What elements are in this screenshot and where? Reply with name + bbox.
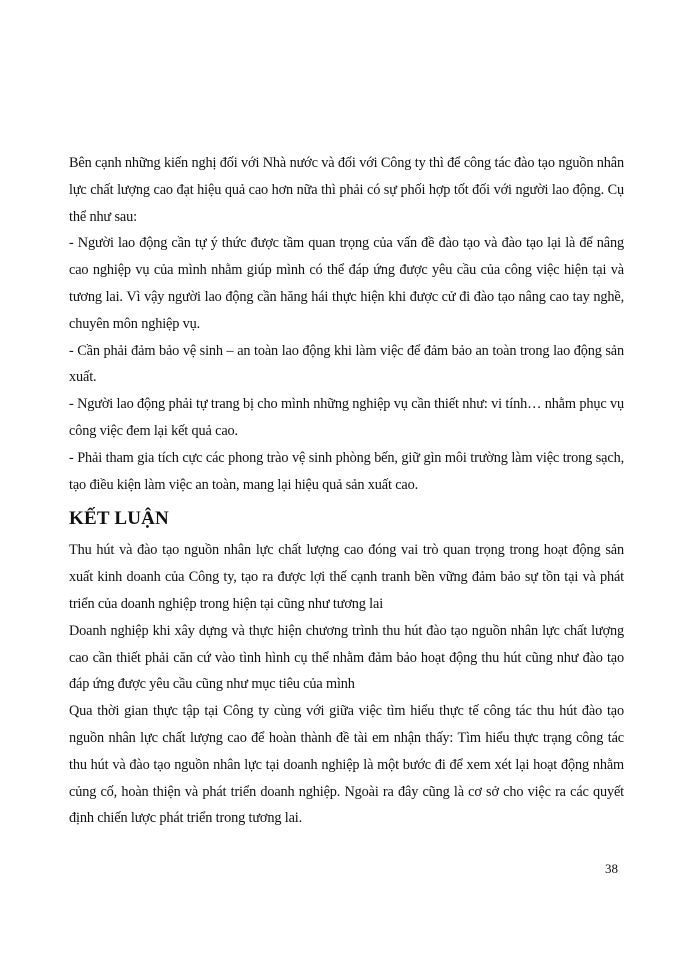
conclusion-paragraph: Thu hút và đào tạo nguồn nhân lực chất lượng cao đóng vai trò quan trọng trong hoạt động sản xuất kinh doanh của Công ty, tạo ra được lợi thế cạnh tranh bền vững đảm bảo sự tồn tại và phát triển của doanh nghiệp trong hiện tại cũng như tương lai	[69, 542, 624, 612]
intro-paragraph: Bên cạnh những kiến nghị đối với Nhà nước và đối với Công ty thì để công tác đào tạo nguồn nhân lực chất lượng cao đạt hiệu quả cao hơn nữa thì phải có sự phối hợp tốt đối với người lao động. Cụ thể như sau:	[69, 155, 624, 225]
page-number: 38	[605, 861, 618, 876]
page-content	[69, 150, 624, 832]
skills-paragraph: - Người lao động phải tự trang bị cho mình những nghiệp vụ cần thiết như: vi tính… nhằm phục vụ công việc đem lại kết quả cao.	[69, 396, 624, 439]
conclusion-heading: KẾT LUẬN	[69, 508, 169, 530]
labor-safety-paragraph: - Cần phải đảm bảo vệ sinh – an toàn lao động khi làm việc để đảm bảo an toàn trong lao động sản xuất.	[69, 342, 624, 386]
employee-awareness-paragraph: - Người lao động cần tự ý thức được tầm quan trọng của vấn đề đào tạo và đào tạo lại là để nâng cao nghiệp vụ của mình nhằm giúp mình có thể đáp ứng được yêu cầu của công việc hiện tại và tương lai. Vì vậy người lao động cần hăng hái thực hiện khi được cử đi đào tạo nâng cao tay nghề, chuyên môn nghiệp vụ.	[69, 235, 624, 332]
conclusion-paragraph: Qua thời gian thực tập tại Công ty cùng với giữa việc tìm hiểu thực tế công tác thu hút đào tạo nguồn nhân lực chất lượng cao để hoàn thành đề tài em nhận thấy: Tìm hiểu thực trạng công tác thu hút và đào tạo nguồn nhân lực tại doanh nghiệp là một bước đi để xem xét lại hoạt động nhằm củng cố, hoàn thiện và phát triển doanh nghiệp. Ngoài ra đây cũng là cơ sở cho việc ra các quyết định chiến lược phát triển trong tương lai.	[69, 703, 624, 827]
conclusion-paragraph: Doanh nghiệp khi xây dựng và thực hiện chương trình thu hút đào tạo nguồn nhân lực chất lượng cao cần thiết phải căn cứ vào tình hình cụ thể nhằm đảm bảo hoạt động thu hút cũng như đào tạo đáp ứng được yêu cầu cũng như mục tiêu của mình	[69, 622, 624, 693]
workplace-paragraph: - Phải tham gia tích cực các phong trào vệ sinh phòng bến, giữ gìn môi trường làm việc trong sạch, tạo điều kiện làm việc an toàn, mang lại hiệu quả sản xuất cao.	[69, 449, 624, 493]
